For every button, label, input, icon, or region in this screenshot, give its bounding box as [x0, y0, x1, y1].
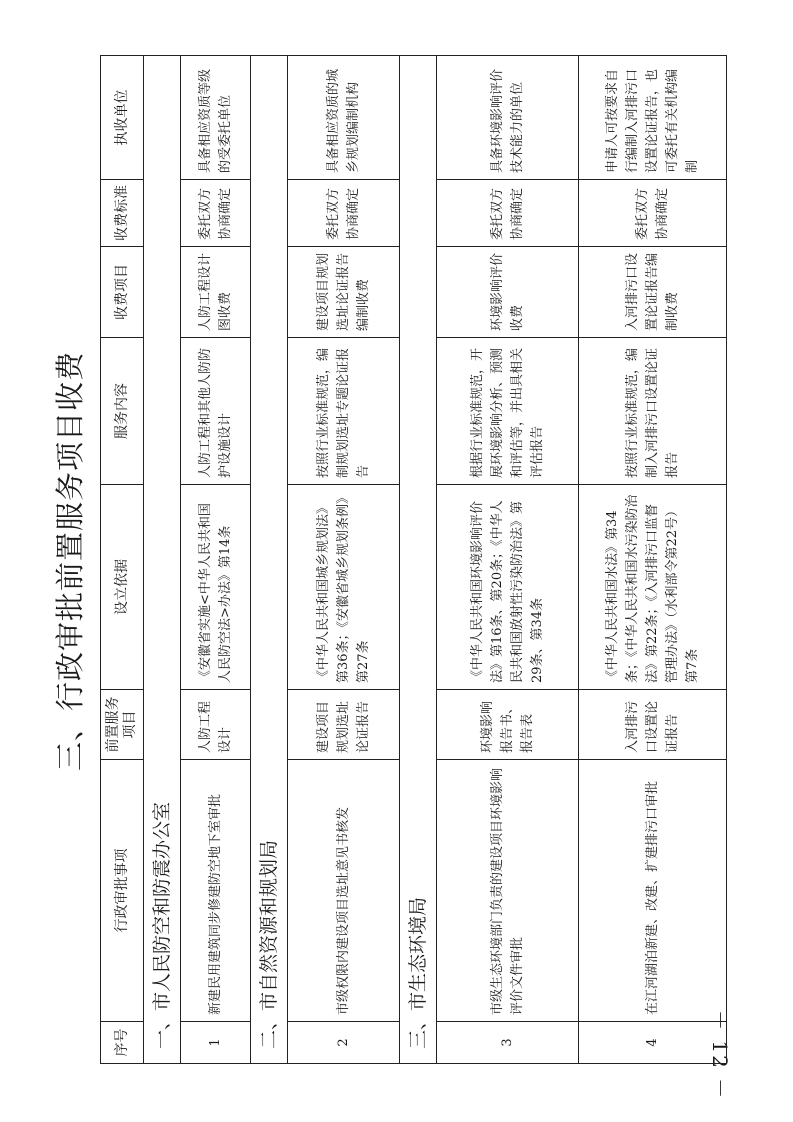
- cell-content: 人防工程和其他人防防护设施设计: [181, 338, 251, 485]
- cell-service: 环境影响报告书、报告表: [437, 690, 579, 760]
- header-seq: 序号: [101, 1022, 144, 1064]
- header-item: 行政审批事项: [101, 760, 144, 1022]
- cell-basis: 《中华人民共和国水法》第34条；《中华人民共和国水污染防治法》第22条；《入河排污口监督管理办法》（水利部令第22号）第7条: [579, 485, 727, 690]
- cell-fee-std: 委托双方协商确定: [181, 180, 251, 247]
- cell-fee-item: 建设项目规划选址论证报告编制收费: [288, 247, 400, 338]
- section-heading-row: [400, 56, 437, 1064]
- cell-content: 按照行业标准规范，编制规划选址专题论证报告: [288, 338, 400, 485]
- cell-fee-item: 环境影响评价收费: [437, 247, 579, 338]
- fee-table: [100, 55, 727, 1064]
- header-content: 服务内容: [101, 338, 144, 485]
- cell-basis: 《中华人民共和国城乡规划法》第36条；《安徽省城乡规划条例》第27条: [288, 485, 400, 690]
- cell-fee-item: 人防工程设计图收费: [181, 247, 251, 338]
- header-fee-std: 收费标准: [101, 180, 144, 247]
- cell-unit: 具备环境影响评价技术能力的单位: [437, 56, 579, 180]
- cell-content: 按照行业标准规范，编制入河排污口设置论证报告: [579, 338, 727, 485]
- header-fee-item: 收费项目: [101, 247, 144, 338]
- cell-item: 在江河湖泊新建、改建、扩建排污口审批: [579, 760, 727, 1022]
- section-heading: 二、市自然资源和规划局: [251, 56, 288, 1064]
- table-row: [181, 56, 251, 1064]
- cell-seq: 4: [579, 1022, 727, 1064]
- cell-service: 建设项目规划选址论证报告: [288, 690, 400, 760]
- cell-service: 入河排污口设置论证报告: [579, 690, 727, 760]
- header-service: 前置服务项目: [101, 690, 144, 760]
- table-row: [579, 56, 727, 1064]
- cell-item: 市级生态环境部门负责的建设项目环境影响评价文件审批: [437, 760, 579, 1022]
- cell-fee-std: 委托双方协商确定: [437, 180, 579, 247]
- header-row: [101, 56, 144, 1064]
- cell-item: 新建民用建筑同步修建防空地下室审批: [181, 760, 251, 1022]
- cell-unit: 申请人可按要求自行编制入河排污口设置论证报告，也可委托有关机构编制: [579, 56, 727, 180]
- page-title: 三、行政审批前置服务项目收费: [53, 351, 87, 772]
- section-heading-row: [144, 56, 181, 1064]
- table-row: [288, 56, 400, 1064]
- cell-basis: 《安徽省实施<中华人民共和国人民防空法>办法》第14条: [181, 485, 251, 690]
- table-row: [437, 56, 579, 1064]
- cell-fee-std: 委托双方协商确定: [288, 180, 400, 247]
- cell-seq: 3: [437, 1022, 579, 1064]
- cell-seq: 2: [288, 1022, 400, 1064]
- cell-service: 人防工程设计: [181, 690, 251, 760]
- cell-unit: 具备相应资质等级的受委托单位: [181, 56, 251, 180]
- section-heading-row: [251, 56, 288, 1064]
- cell-item: 市级权限内建设项目选址意见书核发: [288, 760, 400, 1022]
- section-heading: 三、市生态环境局: [400, 56, 437, 1064]
- cell-fee-std: 委托双方协商确定: [579, 180, 727, 247]
- header-unit: 执收单位: [101, 56, 144, 180]
- cell-basis: 《中华人民共和国环境影响评价法》第16条、第20条；《中华人民共和国放射性污染防治法》第29条、第34条: [437, 485, 579, 690]
- cell-fee-item: 入河排污口设置论证报告编制收费: [579, 247, 727, 338]
- header-basis: 设立依据: [101, 485, 144, 690]
- cell-unit: 具备相应资质的城乡规划编制机构: [288, 56, 400, 180]
- cell-content: 根据行业标准规范，开展环境影响分析、预测和评估等，并出具相关评估报告: [437, 338, 579, 485]
- page-number: － 12 －: [708, 1010, 732, 1101]
- section-heading: 一、市人民防空和防震办公室: [144, 56, 181, 1064]
- cell-seq: 1: [181, 1022, 251, 1064]
